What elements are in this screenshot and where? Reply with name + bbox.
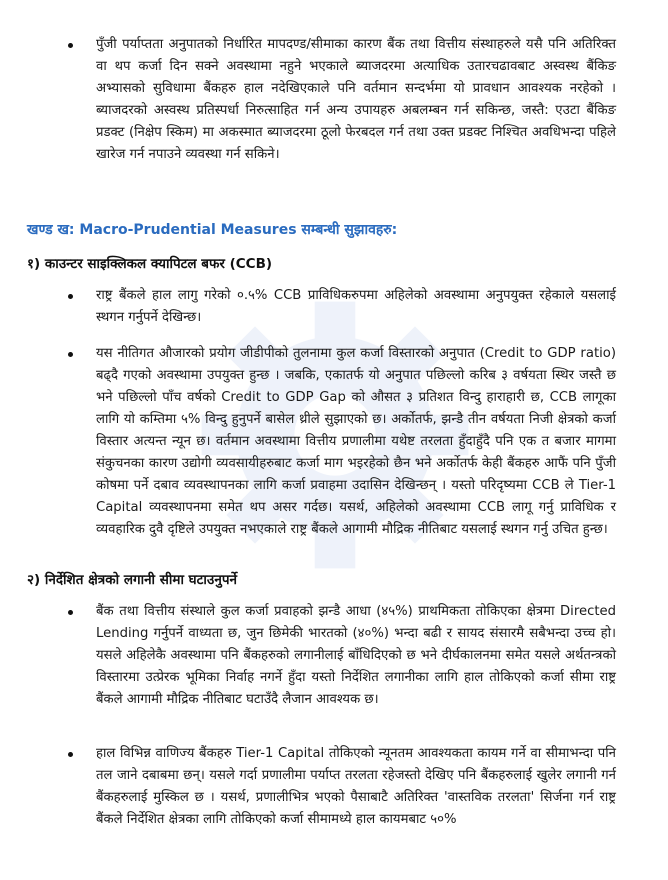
bullet-icon — [68, 352, 73, 357]
bullet-icon — [68, 752, 73, 757]
bullet-text: राष्ट्र बैंकले हाल लागु गरेको ०.५% CCB प्राविधिकरुपमा अहिलेको अवस्थामा अनुपयुक्त रहेकाले यसलाई स्थगन गर्नुपर्ने देखिन्छ। — [96, 288, 616, 325]
bullet-text: हाल विभिन्न वाणिज्य बैंकहरु Tier-1 Capital तोकिएको न्यूनतम आवश्यकता कायम गर्ने वा सीमाभन्दा पनि तल जाने दबाबमा छन्। यसले गर्दा प्रणालीमा पर्याप्त तरलता रहेजस्तो देखिए पनि बैंकहरुलाई खुलेर लगानी गर्न बैंकहरुलाई मुस्किल छ । यसर्थ, प्रणालीभित्र भएको पैसाबाटै अतिरिक्त 'वास्तविक तरलता' सिर्जना गर्न राष्ट्र बैंकले निर्देशित क्षेत्रका लागि तोकिएको कर्जा सीमामध्ये हाल कायमबाट ५०% — [96, 746, 616, 827]
intro-bullet — [58, 34, 616, 166]
section-heading: खण्ड ख: Macro-Prudential Measures सम्बन्धी सुझावहरु: — [27, 222, 398, 238]
bullet-icon — [68, 610, 73, 615]
bullet-icon — [68, 43, 73, 48]
subsection-title-ccb: १) काउन्टर साइक्लिकल क्यापिटल बफर (CCB) — [27, 256, 273, 272]
bullet-icon — [68, 294, 73, 299]
bullet-text: पुँजी पर्याप्तता अनुपातको निर्धारित मापदण्ड/सीमाका कारण बैंक तथा वित्तीय संस्थाहरुले यसै पनि अतिरिक्त वा थप कर्जा दिन सक्ने अवस्थामा नहुने भएकाले ब्याजदरमा अत्याधिक उतारचढावबाट अस्वस्थ बैंकिङ अभ्यासको सुविधामा बैंकहरु हाल नदेखिएकाले पनि वर्तमान सन्दर्भमा यो प्रावधान आवश्यक नरहेको । ब्याजदरको अस्वस्थ प्रतिस्पर्धा निरुत्साहित गर्न अन्य उपायहरु अबलम्बन गर्न सकिन्छ, जस्तै: एउटा बैंकिङ प्रडक्ट (निक्षेप स्किम) मा अकस्मात ब्याजदरमा ठूलो फेरबदल गर्न तथा उक्त प्रडक्ट निश्चित अवधिभन्दा पहिले खारेज गर्न नपाउने व्यवस्था गर्न सकिने। — [96, 37, 616, 162]
ccb-bullet-1 — [58, 285, 616, 329]
bullet-text: यस नीतिगत औजारको प्रयोग जीडीपीको तुलनामा कुल कर्जा विस्तारको अनुपात (Credit to GDP ratio) बढ्दै गएको अवस्थामा उपयुक्त हुन्छ । जबकि, एकातर्फ यो अनुपात पछिल्लो करिब ३ वर्षयता स्थिर जस्तै छ भने पछिल्लो पाँच वर्षको Credit to GDP Gap को औसत ३ प्रतिशत विन्दु हाराहारी छ, CCB लागूका लागि यो कम्तिमा ५% विन्दु हुनुपर्ने बासेल थ्रीले सुझाएको छ। अर्कोतर्फ, झन्डै तीन वर्षयता निजी क्षेत्रको कर्जा विस्तार अत्यन्त न्यून छ। वर्तमान अवस्थामा वित्तीय प्रणालीमा यथेष्ट तरलता हुँदाहुँदै पनि एक त बजार मागमा संकुचनका कारण उद्योगी व्यवसायीहरुबाट कर्जा माग भइरहेको छैन भने अर्कोतर्फ केही बैंकहरु आफैं पनि पुँजी कोषमा पर्ने दबाव व्यवस्थापनका लागि कर्जा प्रवाहमा उदासिन देखिन्छन् । यस्तो परिदृष्यमा CCB ले Tier-1 Capital व्यवस्थापनमा समेत थप असर गर्दछ। यसर्थ, अहिलेको अवस्थामा CCB लागू गर्नु प्राविधिक र व्यवहारिक दुवै दृष्टिले उपयुक्त नभएकाले राष्ट्र बैंकले आगामी मौद्रिक नीतिबाट यसलाई स्थगन गर्नु उचित हुन्छ। — [96, 346, 616, 537]
directed-lending-bullet-1 — [58, 601, 616, 711]
subsection-title-directed-lending: २) निर्देशित क्षेत्रको लगानी सीमा घटाउनुपर्ने — [27, 572, 237, 588]
ccb-bullet-2 — [58, 343, 616, 541]
bullet-text: बैंक तथा वित्तीय संस्थाले कुल कर्जा प्रवाहको झन्डै आधा (४५%) प्राथमिकता तोकिएका क्षेत्रमा Directed Lending गर्नुपर्ने वाध्यता छ, जुन छिमेकी भारतको (४०%) भन्दा बढी र सायद संसारमै सबैभन्दा उच्च हो। यसले अहिलेकै अवस्थामा पनि बैंकहरुको लगानीलाई बाँधिदिएको छ भने दीर्घकालनमा समेत यसले अर्थतन्त्रको विस्तारमा उत्प्रेरक भूमिका निर्वाह नगर्ने हुँदा यस्तो निर्देशित लगानीका लागि हाल तोकिएको कर्जा सीमा राष्ट्र बैंकले आगामी मौद्रिक नीतिबाट घटाउँदै लैजान आवश्यक छ। — [96, 604, 616, 707]
directed-lending-bullet-2 — [58, 743, 616, 831]
